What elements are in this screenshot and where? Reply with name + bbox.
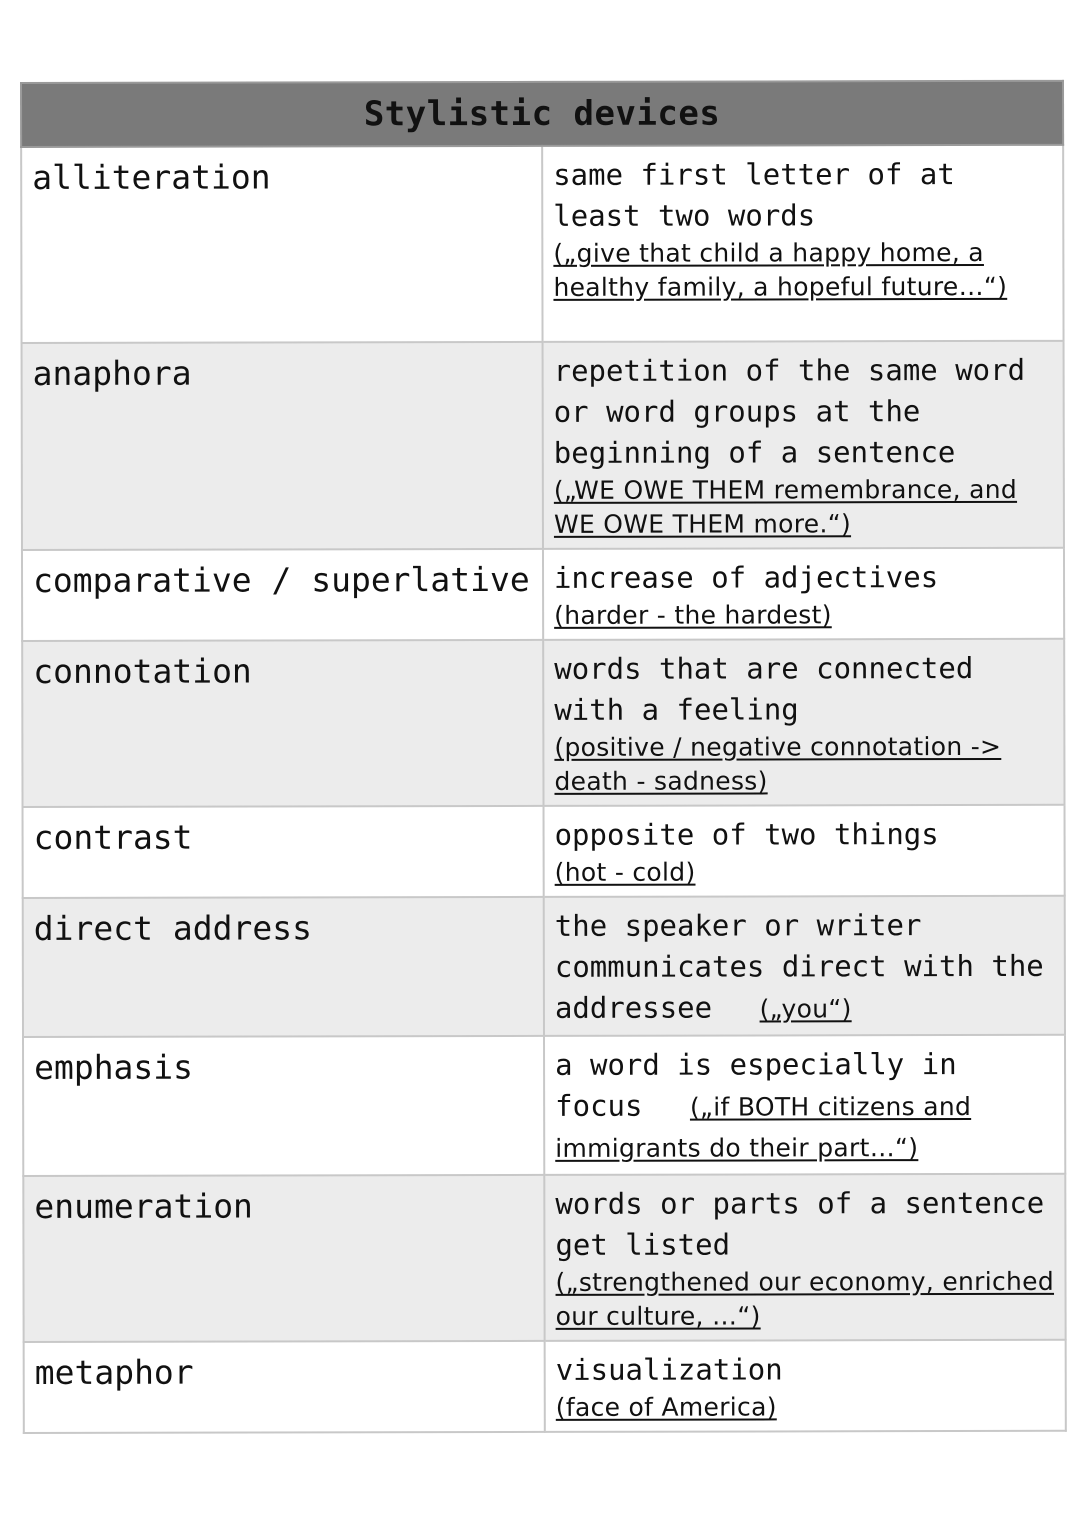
example-text: („if BOTH citizens and immigrants do their part…“) bbox=[555, 1092, 972, 1163]
table-row bbox=[22, 341, 1064, 550]
table-row bbox=[23, 805, 1065, 898]
table-title: Stylistic devices bbox=[21, 81, 1063, 147]
example-text: („give that child a happy home, a healthy family, a hopeful future…“) bbox=[553, 237, 1008, 302]
definition-cell bbox=[542, 145, 1063, 342]
stylistic-devices-sheet bbox=[20, 80, 1067, 1434]
example-text: („strengthened our economy, enriched our culture, …“) bbox=[555, 1266, 1055, 1331]
definition-cell bbox=[544, 805, 1065, 897]
example-text: („WE OWE THEM remembrance, and WE OWE THEM more.“) bbox=[553, 474, 1018, 539]
stylistic-devices-table bbox=[20, 80, 1067, 1434]
table-row bbox=[21, 145, 1063, 343]
definition-cell bbox=[543, 341, 1064, 549]
definition-cell bbox=[544, 1035, 1065, 1175]
example-text: (hot - cold) bbox=[554, 857, 696, 887]
table-row bbox=[22, 639, 1064, 807]
table-row bbox=[22, 548, 1064, 641]
term-cell: anaphora bbox=[22, 342, 543, 550]
definition-text: increase of adjectives bbox=[554, 560, 939, 595]
table-row bbox=[23, 1174, 1065, 1342]
term-cell: contrast bbox=[23, 806, 544, 898]
term-cell: connotation bbox=[22, 640, 543, 807]
definition-text: words or parts of a sentence get listed bbox=[555, 1185, 1045, 1262]
definition-cell bbox=[545, 1340, 1066, 1432]
term-cell: metaphor bbox=[24, 1341, 545, 1433]
term-cell: alliteration bbox=[21, 146, 542, 343]
term-cell: comparative / superlative bbox=[22, 549, 543, 641]
definition-text: visualization bbox=[555, 1352, 783, 1387]
definition-cell bbox=[544, 896, 1065, 1036]
term-cell: enumeration bbox=[23, 1175, 544, 1342]
definition-text: same first letter of at least two words bbox=[553, 157, 955, 233]
definition-cell bbox=[544, 1174, 1065, 1341]
example-text: (positive / negative connotation -> death - sadness) bbox=[554, 731, 1002, 796]
term-cell: direct address bbox=[23, 897, 544, 1037]
table-header-row bbox=[21, 81, 1063, 147]
definition-text: opposite of two things bbox=[554, 817, 939, 852]
example-text: (harder - the hardest) bbox=[554, 600, 832, 630]
definition-cell bbox=[543, 548, 1064, 640]
definition-text: the speaker or writer communicates direct with the addressee bbox=[554, 908, 1044, 1025]
example-text: (face of America) bbox=[555, 1392, 777, 1422]
term-cell: emphasis bbox=[23, 1036, 544, 1176]
table-row bbox=[24, 1340, 1066, 1433]
table-row bbox=[23, 896, 1065, 1037]
definition-text: a word is especially in focus bbox=[555, 1047, 957, 1123]
definition-cell bbox=[543, 639, 1064, 806]
definition-text: repetition of the same word or word groups at the beginning of a sentence bbox=[553, 352, 1026, 470]
definition-text: words that are connected with a feeling bbox=[554, 651, 974, 727]
table-row bbox=[23, 1035, 1065, 1176]
example-text: („you“) bbox=[759, 994, 852, 1024]
